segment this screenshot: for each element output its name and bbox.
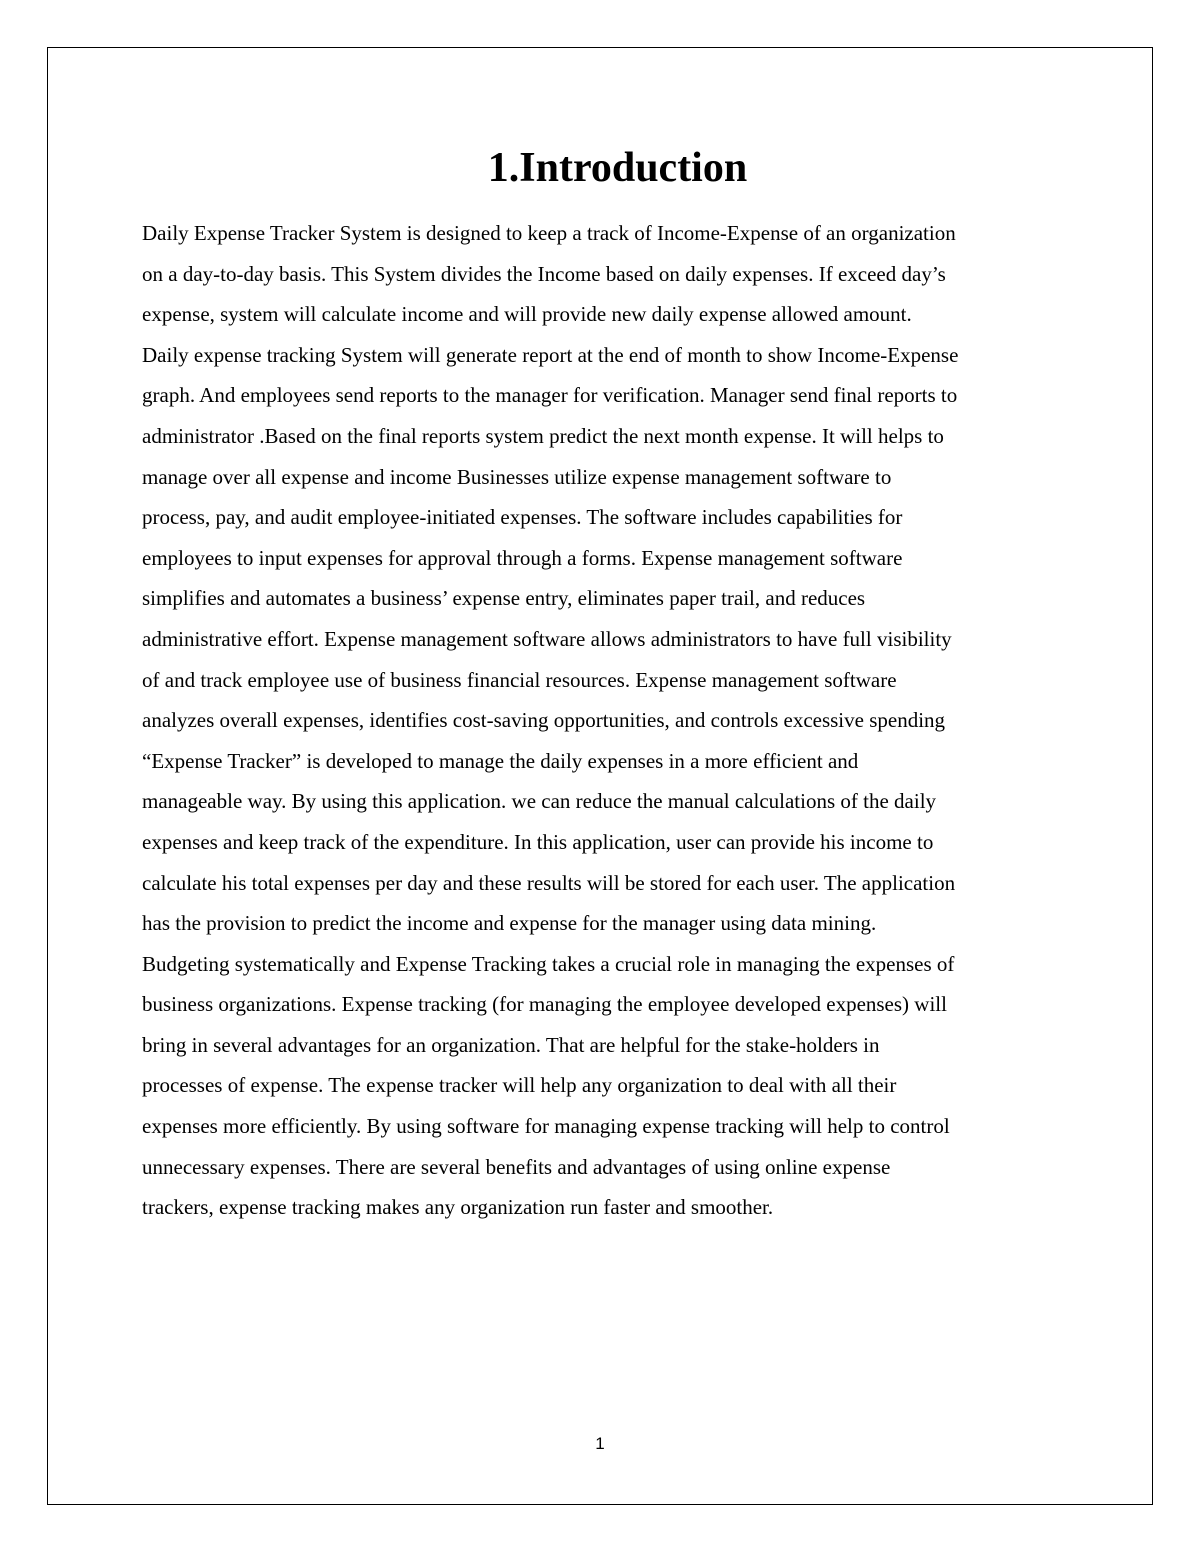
paragraph-line: “Expense Tracker” is developed to manage the daily expenses in a more efficient and (142, 748, 859, 773)
paragraph-line: analyzes overall expenses, identifies cost-saving opportunities, and controls excessive spending (142, 708, 946, 733)
paragraph-line: Budgeting systematically and Expense Tracking takes a crucial role in managing the expenses of (142, 951, 955, 976)
paragraph-line: Daily expense tracking System will generate report at the end of month to show Income-Expense (142, 342, 959, 367)
paragraph-line: Daily Expense Tracker System is designed to keep a track of Income-Expense of an organization (142, 221, 956, 245)
paragraph-line: expenses more efficiently. By using software for managing expense tracking will help to control (142, 1114, 950, 1139)
page-title: 1.Introduction (487, 145, 748, 191)
paragraph-line: manage over all expense and income Businesses utilize expense management software to (142, 464, 892, 489)
paragraph-line: expenses and keep track of the expenditure. In this application, user can provide his income to (142, 829, 934, 854)
paragraph-line: administrator .Based on the final reports system predict the next month expense. It will helps to (142, 423, 944, 448)
paragraph-line: bring in several advantages for an organization. That are helpful for the stake-holders in (142, 1032, 880, 1057)
body-paragraph (142, 213, 1072, 1228)
paragraph-line: employees to input expenses for approval through a forms. Expense management software (142, 545, 903, 570)
page-number: 1 (595, 1434, 605, 1453)
paragraph-line: graph. And employees send reports to the manager for verification. Manager send final reports to (142, 383, 958, 408)
paragraph-line: unnecessary expenses. There are several benefits and advantages of using online expense (142, 1154, 891, 1179)
paragraph-line: on a day-to-day basis. This System divides the Income based on daily expenses. If exceed day’s (142, 261, 946, 286)
paragraph-line: calculate his total expenses per day and these results will be stored for each user. The application (142, 870, 956, 895)
paragraph-line: administrative effort. Expense management software allows administrators to have full visibility (142, 626, 952, 651)
paragraph-line: trackers, expense tracking makes any organization run faster and smoother. (142, 1195, 774, 1220)
paragraph-line: processes of expense. The expense tracker will help any organization to deal with all their (142, 1073, 897, 1098)
paragraph-line: of and track employee use of business financial resources. Expense management software (142, 667, 897, 692)
paragraph-line: has the provision to predict the income and expense for the manager using data mining. (142, 911, 877, 936)
paragraph-line: simplifies and automates a business’ expense entry, eliminates paper trail, and reduces (142, 586, 866, 611)
paragraph-line: manageable way. By using this application. we can reduce the manual calculations of the daily (142, 789, 937, 814)
paragraph-line: business organizations. Expense tracking (for managing the employee developed expenses) will (142, 992, 947, 1017)
paragraph-line: expense, system will calculate income and will provide new daily expense allowed amount. (142, 302, 912, 327)
paragraph-line: process, pay, and audit employee-initiated expenses. The software includes capabilities for (142, 505, 903, 530)
